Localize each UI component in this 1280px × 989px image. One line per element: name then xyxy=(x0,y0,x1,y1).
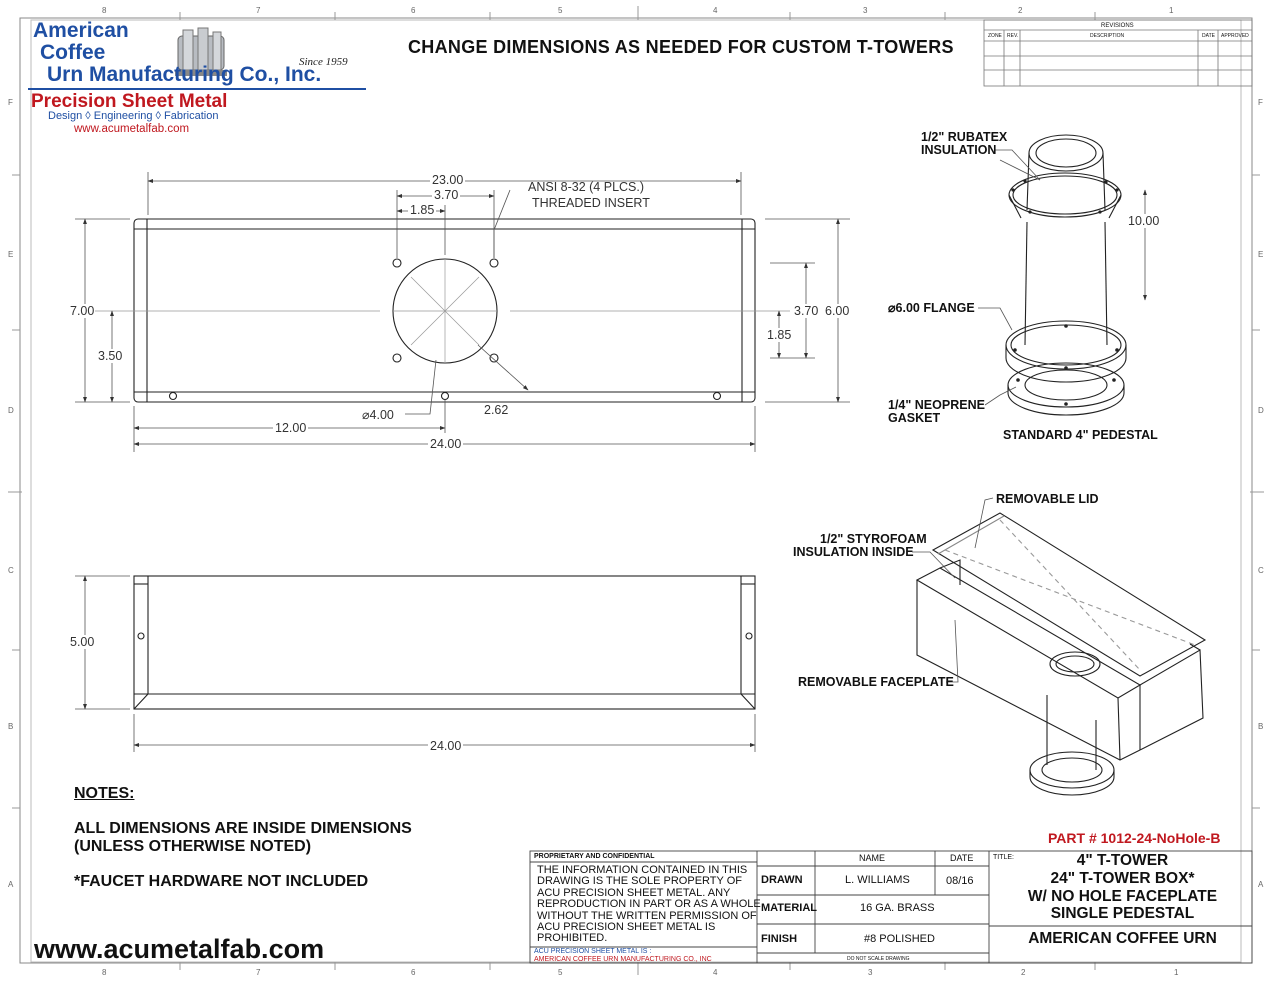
tb-title-line: 4" T-TOWER xyxy=(1076,852,1169,869)
zone-col-5-top: 5 xyxy=(558,6,563,15)
zone-row-d-right: D xyxy=(1258,406,1264,415)
rev-col-date: DATE xyxy=(1202,33,1215,39)
company-logo xyxy=(28,18,373,140)
tb-title-line: W/ NO HOLE FACEPLATE xyxy=(1027,887,1218,905)
dim-right-600: 6.00 xyxy=(825,304,850,318)
proprietary-line: DRAWING IS THE SOLE PROPERTY OF xyxy=(537,875,742,888)
proprietary-title: PROPRIETARY AND CONFIDENTIAL xyxy=(534,853,655,860)
tb-material-label: MATERIAL xyxy=(761,902,818,914)
dim-tower-height: 10.00 xyxy=(1128,214,1160,228)
proprietary-line: PROHIBITED. xyxy=(537,932,608,945)
zone-row-b-left: B xyxy=(8,722,14,731)
note-line-3: *FAUCET HARDWARE NOT INCLUDED xyxy=(74,873,369,890)
zone-row-a-left: A xyxy=(8,880,14,889)
zone-col-4-bottom: 4 xyxy=(713,968,718,977)
zone-col-8-top: 8 xyxy=(102,6,107,15)
tb-scale-note: DO NOT SCALE DRAWING xyxy=(847,956,910,962)
tb-title-line: SINGLE PEDESTAL xyxy=(1050,905,1195,923)
tb-drawn-date: 08/16 xyxy=(946,875,974,887)
zone-col-2-top: 2 xyxy=(1018,6,1023,15)
rev-col-rev: REV. xyxy=(1007,33,1019,39)
tb-title-line: 24" T-TOWER BOX* xyxy=(1050,869,1195,887)
note-line-2: (UNLESS OTHERWISE NOTED) xyxy=(74,838,312,855)
label-gasket-2: GASKET xyxy=(888,411,941,425)
label-flange: ⌀6.00 FLANGE xyxy=(888,301,975,315)
dim-overall-top: 23.00 xyxy=(432,173,464,187)
dim-center: 12.00 xyxy=(275,421,307,435)
proprietary-text xyxy=(537,865,761,945)
dim-diameter: ⌀4.00 xyxy=(362,408,394,422)
revisions-title: REVISIONS xyxy=(1101,23,1134,29)
zone-row-c-right: C xyxy=(1258,566,1264,575)
label-styrofoam-2: INSULATION INSIDE xyxy=(793,545,914,559)
tb-name-header: NAME xyxy=(859,853,886,863)
logo-line-urn: Urn Manufacturing Co., Inc. xyxy=(47,63,322,86)
note-line-1: ALL DIMENSIONS ARE INSIDE DIMENSIONS xyxy=(74,820,412,837)
zone-row-f-left: F xyxy=(8,98,13,107)
zone-col-1-top: 1 xyxy=(1169,6,1174,15)
zone-col-5-bottom: 5 xyxy=(558,968,563,977)
proprietary-line: WITHOUT THE WRITTEN PERMISSION OF xyxy=(537,909,757,922)
part-number: PART # 1012-24-NoHole-B xyxy=(1048,830,1221,846)
zone-row-e-left: E xyxy=(8,250,14,259)
dim-hole-half: 1.85 xyxy=(410,203,435,217)
label-removable-faceplate: REMOVABLE FACEPLATE xyxy=(798,675,954,689)
zone-col-3-bottom: 3 xyxy=(868,968,873,977)
tb-drawn-name: L. WILLIAMS xyxy=(845,874,910,886)
tb-finish-label: FINISH xyxy=(761,933,798,945)
logo-services: Design ◊ Engineering ◊ Fabrication xyxy=(48,110,219,122)
proprietary-line: THE INFORMATION CONTAINED IN THIS xyxy=(537,864,748,876)
zone-row-c-left: C xyxy=(8,566,14,575)
dim-half-height: 3.50 xyxy=(98,349,123,363)
zone-col-4-top: 4 xyxy=(713,6,718,15)
note-insert-line1: ANSI 8-32 (4 PLCS.) xyxy=(528,180,645,194)
dim-radius: 2.62 xyxy=(484,403,509,417)
dim-front-height: 5.00 xyxy=(70,635,95,649)
tb-finish-value: #8 POLISHED xyxy=(864,933,935,945)
tb-company: AMERICAN COFFEE URN xyxy=(1028,930,1217,947)
notes-heading: NOTES: xyxy=(74,785,135,802)
label-removable-lid: REMOVABLE LID xyxy=(996,492,1099,506)
note-insert-line2: THREADED INSERT xyxy=(532,196,650,210)
zone-row-e-right: E xyxy=(1258,250,1264,259)
proprietary-line: ACU PRECISION SHEET METAL. ANY xyxy=(537,886,731,899)
zone-col-1-bottom: 1 xyxy=(1174,968,1179,977)
zone-col-7-bottom: 7 xyxy=(256,968,261,977)
company-line: AMERICAN COFFEE URN MANUFACTURING CO., INC xyxy=(534,956,712,963)
logo-url[interactable]: www.acumetalfab.com xyxy=(74,123,190,135)
tb-drawn-label: DRAWN xyxy=(761,874,803,886)
proprietary-line: ACU PRECISION SHEET METAL IS xyxy=(537,921,716,934)
zone-col-3-top: 3 xyxy=(863,6,868,15)
label-styrofoam-1: 1/2" STYROFOAM xyxy=(820,532,927,546)
logo-line-american: American xyxy=(33,19,129,42)
logo-divider xyxy=(28,88,366,90)
dim-height-left: 7.00 xyxy=(70,304,95,318)
dim-overall-bottom: 24.00 xyxy=(430,437,462,451)
zone-row-d-left: D xyxy=(8,406,14,415)
zone-row-b-right: B xyxy=(1258,722,1264,731)
zone-row-f-right: F xyxy=(1258,98,1263,107)
logo-subtitle: Precision Sheet Metal xyxy=(31,91,228,112)
dim-right-370: 3.70 xyxy=(794,304,819,318)
dim-right-185: 1.85 xyxy=(767,328,792,342)
zone-row-a-right: A xyxy=(1258,880,1264,889)
zone-col-7-top: 7 xyxy=(256,6,261,15)
label-pedestal: STANDARD 4" PEDESTAL xyxy=(1003,428,1158,442)
zone-col-2-bottom: 2 xyxy=(1021,968,1026,977)
drawing-header: CHANGE DIMENSIONS AS NEEDED FOR CUSTOM T-TOWERS xyxy=(408,37,954,57)
tb-material-value: 16 GA. BRASS xyxy=(860,902,935,914)
zone-col-6-bottom: 6 xyxy=(411,968,416,977)
label-insulation-1: 1/2" RUBATEX xyxy=(921,130,1008,144)
division-line: ACU PRECISION SHEET METAL IS : xyxy=(534,948,652,955)
dim-front-width: 24.00 xyxy=(430,739,462,753)
rev-col-zone: ZONE xyxy=(988,33,1002,39)
logo-since: Since 1959 xyxy=(299,56,348,68)
rev-col-description: DESCRIPTION xyxy=(1090,33,1125,39)
proprietary-line: REPRODUCTION IN PART OR AS A WHOLE xyxy=(537,898,761,911)
logo-line-coffee: Coffee xyxy=(40,41,106,64)
label-gasket-1: 1/4" NEOPRENE xyxy=(888,398,985,412)
dim-hole-spacing: 3.70 xyxy=(434,188,459,202)
label-insulation-2: INSULATION xyxy=(921,143,997,157)
zone-col-6-top: 6 xyxy=(411,6,416,15)
tb-title-label: TITLE: xyxy=(993,854,1015,861)
tb-date-header: DATE xyxy=(950,853,974,863)
footer-url[interactable]: www.acumetalfab.com xyxy=(34,934,325,964)
zone-col-8-bottom: 8 xyxy=(102,968,107,977)
tb-title xyxy=(995,852,1250,923)
rev-col-approved: APPROVED xyxy=(1221,33,1249,39)
